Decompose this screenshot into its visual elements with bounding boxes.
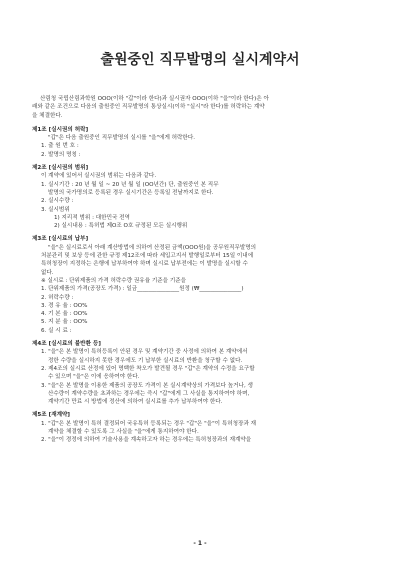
intro-line: 을 체결한다. <box>32 112 63 119</box>
article-line: 1) 지리적 범위 : 대한민국 전역 <box>54 214 130 221</box>
article-section <box>32 235 368 335</box>
article-heading: 제4조 [실시료의 불반환 등] <box>32 341 101 348</box>
article-line: 계약기간 만료 시 방법에 정산에 의하여 실시료를 추가 납부하여야 한다. <box>48 399 223 406</box>
article-line: 3. 실시범위 <box>41 206 70 213</box>
document-title: 출원중인 직무발명의 실시계약서 <box>100 52 300 68</box>
article-line: 이 계약에 있어서 실시권의 범위는 다음과 같다. <box>41 173 157 180</box>
article-line: 1. 단위제품의 가격(공장도 가격) : 일금_______________원정 (₩_______________) <box>41 286 244 293</box>
article-line: 3. 경 유 율 : OO% <box>41 302 88 309</box>
article-heading: 제5조 [재계약] <box>32 412 70 419</box>
article-line: 발명의 국가명의로 등록된 경우 실시기간은 등록일 전날까지로 한다. <box>48 189 214 196</box>
page-number: - 1 - <box>193 540 207 547</box>
article-line: "을"은 실시료로서 아래 계산방법에 의하여 산정된 금액(OOO원)을 공무원직무발명의 <box>48 244 257 251</box>
article-section <box>32 411 368 444</box>
article-heading: 제2조 [실시권의 범위] <box>32 165 89 172</box>
article-line: 수 있으며 "을"은 이에 응하여야 한다. <box>48 374 140 381</box>
article-line: 6. 실 시 료 : <box>41 327 72 334</box>
article-line: 정한 수량을 실시하지 못한 경우에도 기 납부한 실시료의 반환을 청구할 수 없다. <box>48 357 243 364</box>
article-line: 2. 실시수량 : <box>41 198 74 205</box>
article-line: 처분관리 및 보상 등에 관한 규정 제12조에 따라 세입고지서 발행일로부터 15일 이내에 <box>41 253 254 260</box>
article-section <box>32 126 368 159</box>
article-line: 2. 제4조의 실시료 산정에 있어 명백한 착오가 발견될 경우 "갑"은 계약의 수정을 요구할 <box>41 365 255 372</box>
article-line: 없다. <box>41 269 54 276</box>
article-line: 1. "을"은 본 발명이 특허등록이 안된 경우 및 계약기간 중 사정에 의하여 본 계약에서 <box>41 349 248 356</box>
article-section <box>32 340 368 406</box>
article-line: 1. "갑"은 본 발명이 특허 결정되어 국유특허 등록되는 경우 "갑"은 "을"이 특허청장과 재 <box>41 420 257 427</box>
article-line: 1. 출 원 번 호 : <box>41 143 79 150</box>
article-line: 특허청장이 지정하는 은행에 납부하여야 하며 실시료 납부전에는 이 발명을 실시할 수 <box>41 261 248 268</box>
article-line: ※ 실시료 : 단위제품의 가격 허락수량 권유율 기준을 기준을 <box>41 277 187 284</box>
article-line: 4. 기 본 율 : OO% <box>41 311 88 318</box>
article-line: 5. 지 분 율 : OO% <box>41 319 88 326</box>
article-line: 2. "을"이 경정에 의하여 기술사용을 계속하고자 하는 경우에는 특허청장과의 재계약을 <box>41 437 252 444</box>
intro-line: 산림청 국립산림과학원 OOO(이하 "갑"이라 한다)과 실시권자 OOO(이하 "을"이라 한다)은 아 <box>40 96 269 102</box>
article-line: 1. 실시기간 : 20 년 월 일 ~ 20 년 월 일 (OO년간) 단, 출원중인 본 직무 <box>41 181 219 188</box>
article-line: 2. 발명의 명칭 : <box>41 151 81 158</box>
intro-paragraph <box>32 95 368 120</box>
article-line: 3. "을"은 본 발명을 이용한 제품의 공장도 가격이 본 실시계약상의 가격보다 높거나, 생 <box>41 382 253 389</box>
articles-container <box>32 126 368 445</box>
article-section <box>32 164 368 230</box>
article-line: 2) 실시내용 : 특허법 제O조 O호 규정된 모든 실시행위 <box>54 223 188 230</box>
intro-line: 래와 같은 조건으로 다음의 출원중인 직무발명의 통상실시(이하 "실시"라 한다)를 허락하는 계약 <box>32 104 265 111</box>
article-line: "갑"은 다음 출원중인 직무발명의 실시를 "을"에게 허락한다. <box>48 135 196 142</box>
article-line: 2. 허락수량 : <box>41 294 74 301</box>
article-heading: 제1조 [실시권의 허락] <box>32 126 89 133</box>
article-heading: 제3조 [실시료의 납부] <box>32 236 89 243</box>
article-line: 산수량이 계약수량을 초과하는 경우에는 즉시 "갑"에게 그 사실을 통지하여야 하며, <box>48 390 250 397</box>
article-line: 계약을 체결할 수 있도록 그 사실을 "을"에게 통지하여야 한다. <box>48 428 199 435</box>
